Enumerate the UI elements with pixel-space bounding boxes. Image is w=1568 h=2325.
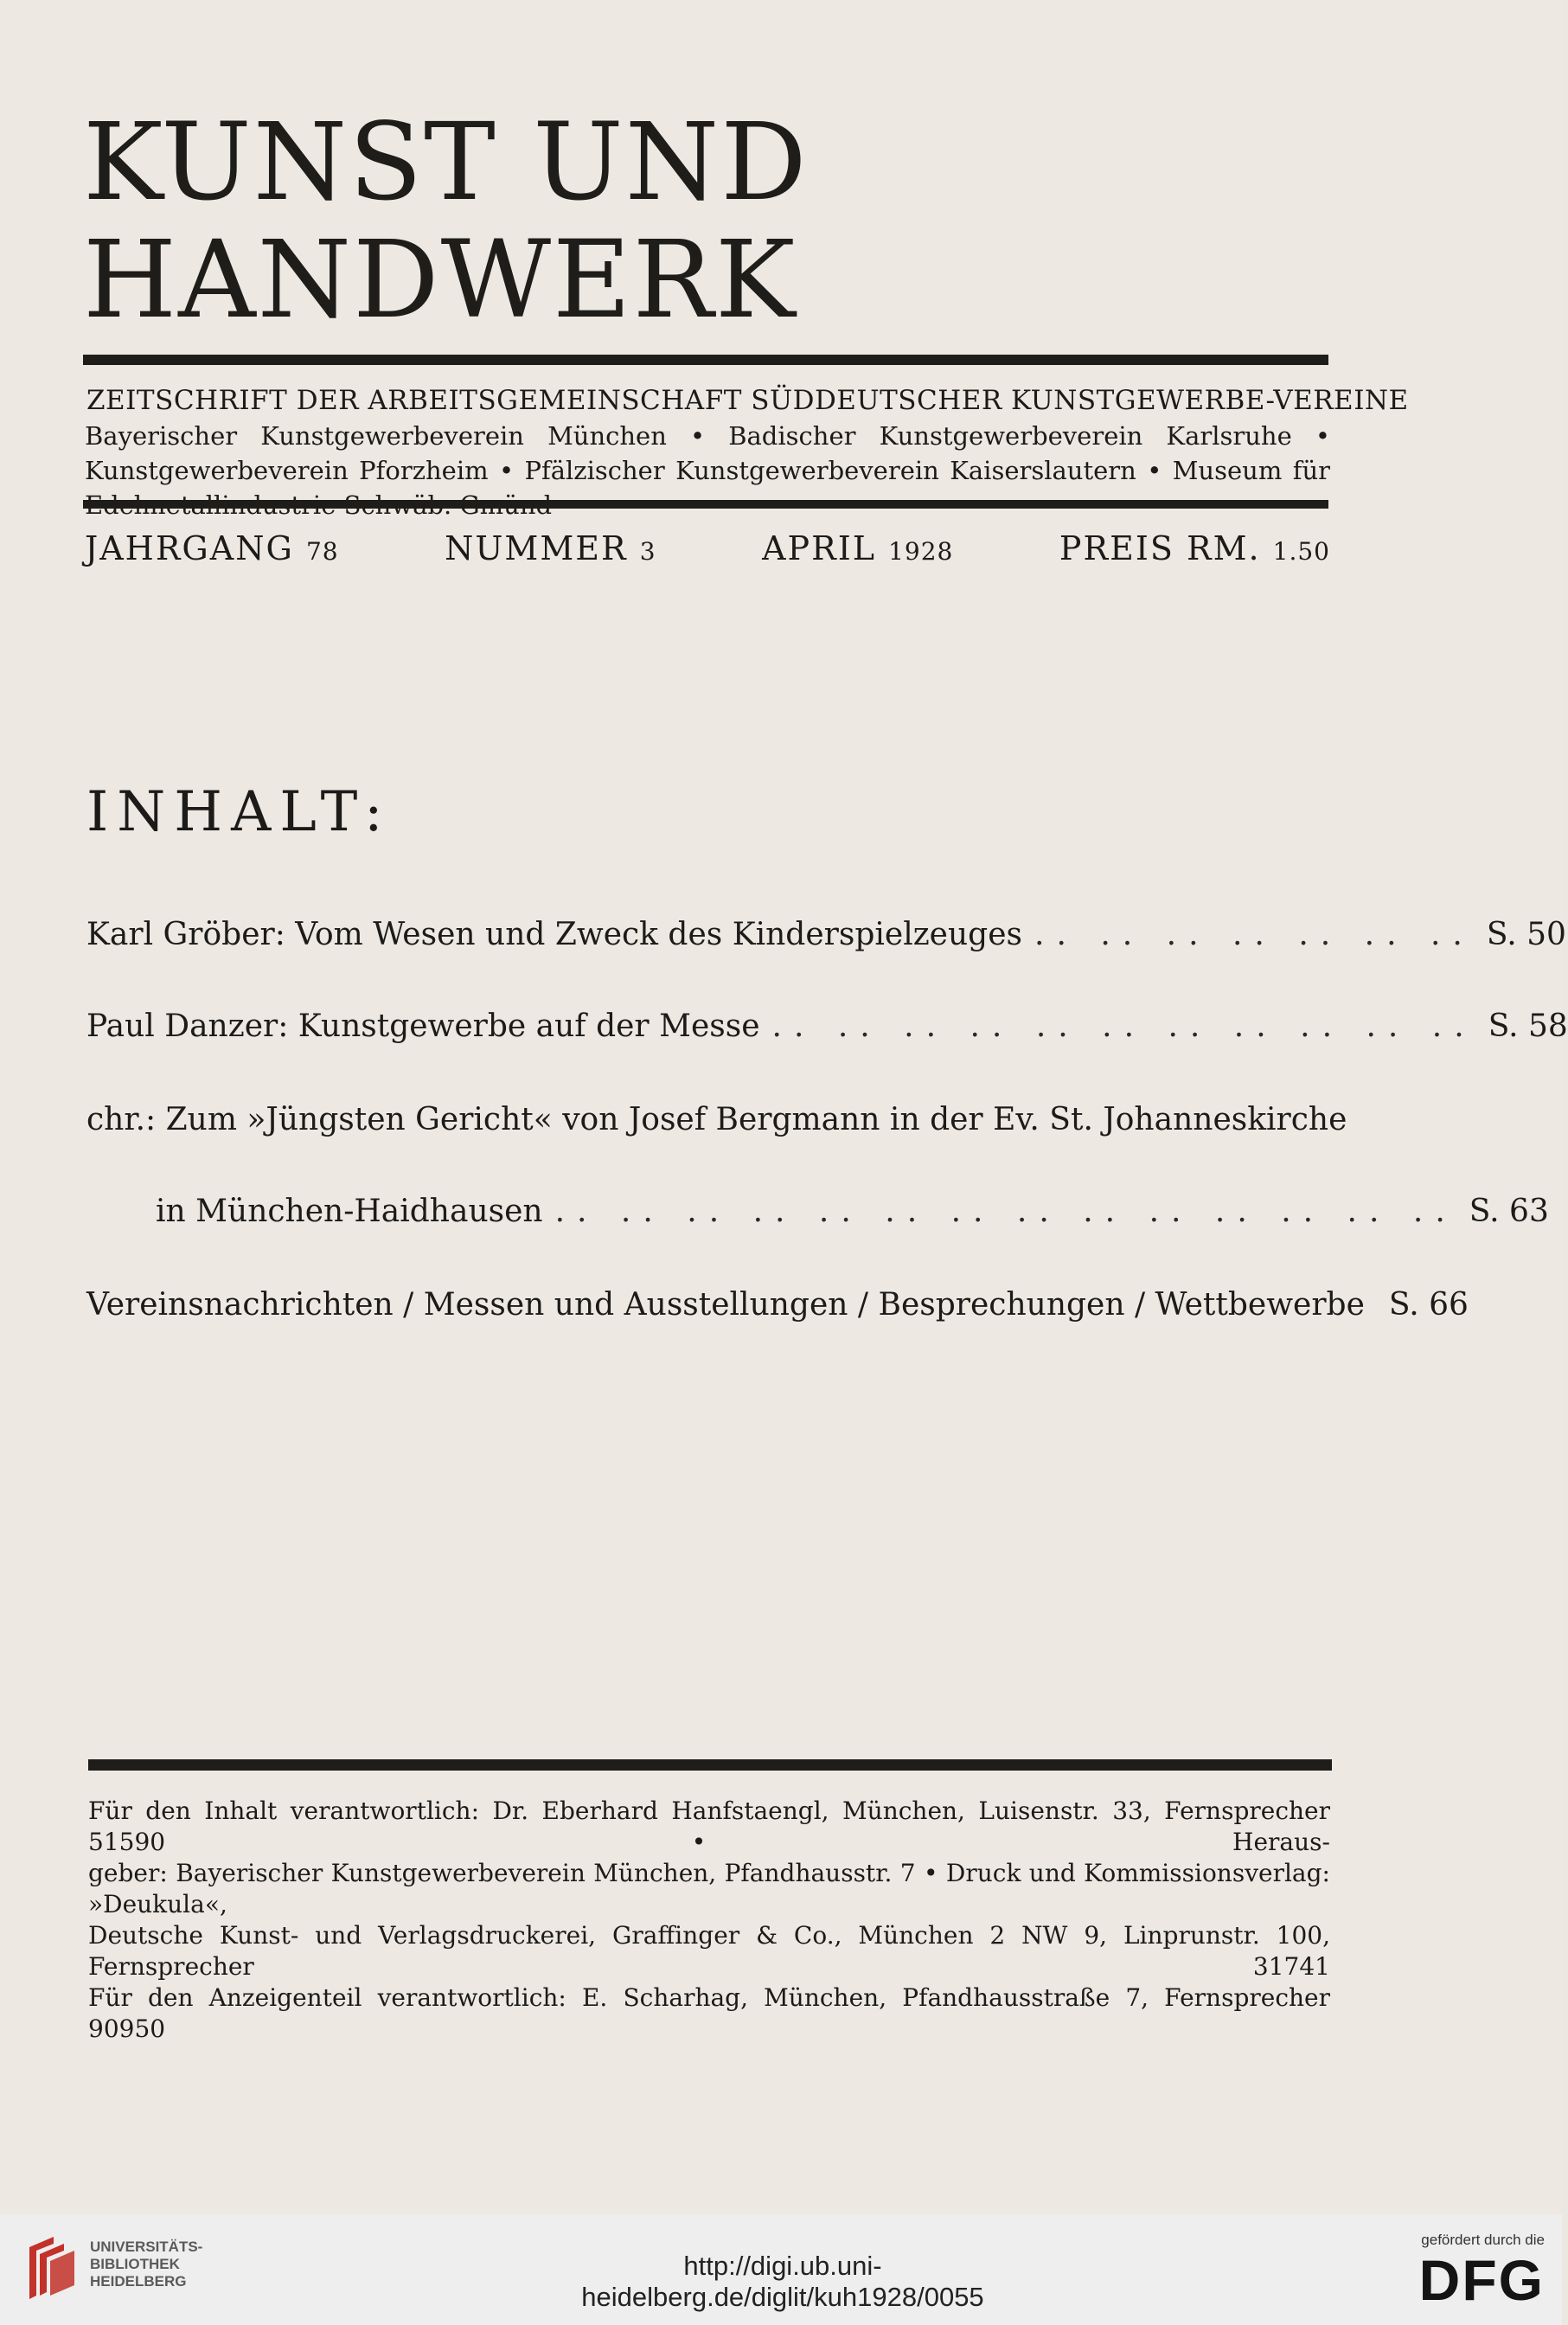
imprint bbox=[88, 1796, 1330, 2045]
library-name-line: BIBLIOTHEK bbox=[90, 2256, 180, 2272]
imprint-line: geber: Bayerischer Kunstgewerbeverein München, Pfandhausstr. 7 • Druck und Kommissionsverlag: »Deukula«, bbox=[88, 1859, 1330, 1918]
contents-heading: INHALT: bbox=[86, 780, 392, 844]
volume bbox=[85, 529, 339, 567]
toc-entry-title: Karl Gröber: Vom Wesen und Zweck des Kinderspielzeuges bbox=[86, 917, 1022, 952]
issue-year: 1928 bbox=[888, 537, 954, 566]
member-associations: Bayerischer Kunstgewerbeverein München • Badischer Kunstgewerbeverein Karlsruhe • Kunstgewerbeverein Pforzheim • Pfälzischer Kunstgewerbeverein Kaiserslautern • Museum für bbox=[85, 421, 1330, 485]
toc-page: S. 63 bbox=[1469, 1194, 1549, 1229]
imprint-line: Deutsche Kunst- und Verlagsdruckerei, Graffinger & Co., München 2 NW 9, Linprunstr. 100, Fernsprecher 31741 bbox=[88, 1921, 1330, 1981]
toc-entry-title: chr.: Zum »Jüngsten Gericht« von Josef Bergmann in der Ev. St. Johanneskirche bbox=[86, 1102, 1347, 1137]
toc-leader: .. .. .. .. .. .. .. .. .. .. .. .. .. .. bbox=[554, 1194, 1457, 1229]
toc-entry bbox=[86, 1287, 1469, 1323]
issue-month: APRIL bbox=[762, 529, 876, 567]
toc-entry-title: Paul Danzer: Kunstgewerbe auf der Messe bbox=[86, 1009, 760, 1044]
toc-entry-title: in München-Haidhausen bbox=[156, 1194, 543, 1229]
imprint-line: Für den Inhalt verantwortlich: Dr. Eberhard Hanfstaengl, München, Luisenstr. 33, Fernsprecher 51590 • Heraus- bbox=[88, 1797, 1330, 1856]
price-label: PREIS RM. bbox=[1059, 529, 1261, 567]
title-line-1: KUNST UND bbox=[83, 100, 809, 225]
toc-entry bbox=[86, 917, 1566, 952]
journal-subtitle: ZEITSCHRIFT DER ARBEITSGEMEINSCHAFT SÜDDEUTSCHER KUNSTGEWERBE-VEREINE bbox=[86, 385, 1409, 416]
library-name bbox=[90, 2239, 298, 2290]
toc-page: S. 66 bbox=[1388, 1287, 1469, 1323]
price-value: 1.50 bbox=[1272, 537, 1330, 566]
library-logo-icon bbox=[24, 2233, 80, 2303]
dfg-logo: DFG bbox=[1418, 2248, 1545, 2312]
rule-top bbox=[83, 355, 1328, 365]
toc-entry bbox=[86, 1102, 1347, 1137]
toc-entry bbox=[86, 1009, 1568, 1044]
toc-entry-title: Vereinsnachrichten / Messen und Ausstellungen / Besprechungen / Wettbewerbe bbox=[86, 1287, 1365, 1323]
toc-leader: .. .. .. .. .. .. .. .. .. .. .. bbox=[771, 1009, 1476, 1044]
rule-middle bbox=[83, 500, 1328, 509]
digitization-footer bbox=[0, 2214, 1562, 2325]
issue-date bbox=[762, 529, 953, 567]
permalink-url[interactable]: http://digi.ub.uni-heidelberg.de/diglit/kuh1928/0055 bbox=[581, 2251, 984, 2312]
rule-imprint bbox=[88, 1759, 1332, 1771]
issue-price bbox=[1059, 529, 1330, 567]
toc-entry-continuation bbox=[156, 1194, 1549, 1229]
volume-number: 78 bbox=[305, 537, 339, 566]
volume-label: JAHRGANG bbox=[85, 529, 294, 567]
issue-number-label: NUMMER bbox=[445, 529, 628, 567]
library-name-line: UNIVERSITÄTS- bbox=[90, 2239, 203, 2255]
toc-page: S. 50 bbox=[1486, 917, 1566, 952]
toc-leader: .. .. .. .. .. .. .. bbox=[1034, 917, 1475, 952]
toc-page: S. 58 bbox=[1488, 1009, 1568, 1044]
library-name-line: HEIDELBERG bbox=[90, 2273, 187, 2290]
sponsor bbox=[1372, 2232, 1545, 2311]
issue-info bbox=[85, 529, 1330, 567]
issue-number-value: 3 bbox=[639, 537, 656, 566]
journal-title bbox=[83, 100, 809, 343]
imprint-line: Für den Anzeigenteil verantwortlich: E. Scharhag, München, Pfandhausstraße 7, Fernsprecher 90950 bbox=[88, 1983, 1330, 2043]
sponsor-note: gefördert durch die bbox=[1421, 2232, 1545, 2248]
title-line-2: HANDWERK bbox=[83, 218, 797, 343]
issue-number bbox=[445, 529, 656, 567]
